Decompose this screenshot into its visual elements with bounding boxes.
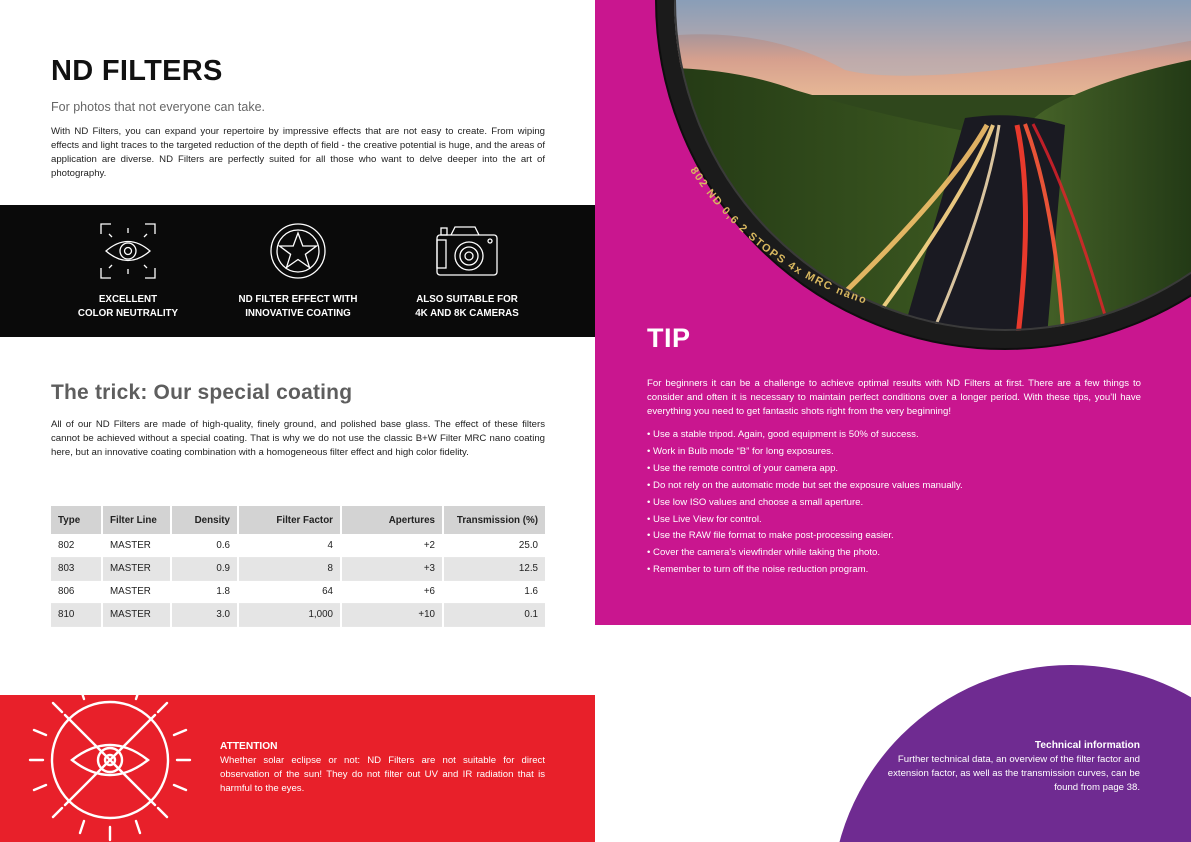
list-item: • Cover the camera’s viewfinder while taking the photo.	[647, 545, 1141, 562]
list-item: • Work in Bulb mode “B” for long exposures.	[647, 444, 1141, 461]
table-row	[51, 557, 545, 580]
table-cell: 12.5	[443, 557, 545, 580]
table-cell: MASTER	[102, 557, 171, 580]
table-header-row	[51, 506, 545, 534]
table-cell: 0.9	[171, 557, 238, 580]
list-item: • Remember to turn off the noise reduction program.	[647, 562, 1141, 579]
table-cell: MASTER	[102, 580, 171, 603]
table-row	[51, 603, 545, 626]
table-row	[51, 534, 545, 557]
tip-paragraph: For beginners it can be a challenge to achieve optimal results with ND Filters at first. There are a few things to consider and often it is necessary to maintain perfect conditions over a longer period. With these tips, you’ll have everything you need to get fantastic shots right from the very beginning!	[647, 378, 1141, 417]
eye-focus-icon	[99, 222, 157, 280]
trick-paragraph: All of our ND Filters are made of high-quality, finely ground, and polished base glass. The effect of these filters cannot be achieved without a special coating. That is why we do not use the classic B+W Filter MRC nano coating here, but an innovative coating combination with a homogeneous filter effect and high color fidelity.	[51, 419, 545, 458]
table-cell: 0.6	[171, 534, 238, 557]
table-cell: +10	[341, 603, 443, 626]
table-cell: +6	[341, 580, 443, 603]
column-header: Density	[171, 506, 238, 534]
page-subtitle: For photos that not everyone can take.	[51, 100, 266, 114]
list-item: • Use low ISO values and choose a small aperture.	[647, 495, 1141, 512]
list-item: • Do not rely on the automatic mode but set the exposure values manually.	[647, 478, 1141, 495]
table-row	[51, 580, 545, 603]
column-header: Type	[51, 506, 102, 534]
attention-title: ATTENTION	[220, 741, 278, 752]
filter-table	[51, 506, 545, 627]
feature-label: ND FILTER EFFECT WITH INNOVATIVE COATING	[238, 294, 358, 319]
feature-4k-8k	[387, 205, 547, 337]
table-cell: 3.0	[171, 603, 238, 626]
table-cell: 8	[238, 557, 341, 580]
section-heading: The trick: Our special coating	[51, 381, 353, 404]
technical-paragraph: Further technical data, an overview of the filter factor and extension factor, as well as the transmission curves, can be found from page 38.	[887, 754, 1140, 793]
table-cell: 4	[238, 534, 341, 557]
feature-strip	[0, 205, 595, 337]
star-circle-icon	[269, 222, 327, 280]
feature-label: ALSO SUITABLE FOR 4K AND 8K CAMERAS	[415, 294, 519, 319]
attention-paragraph: Whether solar eclipse or not: ND Filters are not suitable for direct observation of the sun! They do not filter out UV and IR radiation that is harmful to the eyes.	[220, 755, 545, 794]
sun-crossed-eye-icon	[20, 695, 200, 842]
table-cell: MASTER	[102, 534, 171, 557]
table-cell: 806	[51, 580, 102, 603]
table-cell: MASTER	[102, 603, 171, 626]
column-header: Filter Factor	[238, 506, 341, 534]
camera-icon	[435, 222, 499, 280]
column-header: Transmission (%)	[443, 506, 545, 534]
table-cell: 803	[51, 557, 102, 580]
table-cell: 1.6	[443, 580, 545, 603]
tip-title: TIP	[647, 323, 691, 353]
list-item: • Use a stable tripod. Again, good equipment is 50% of success.	[647, 427, 1141, 444]
table-cell: 810	[51, 603, 102, 626]
list-item: • Use the remote control of your camera app.	[647, 461, 1141, 478]
list-item: • Use Live View for control.	[647, 512, 1141, 529]
feature-color-neutrality	[48, 205, 208, 337]
tip-list	[647, 427, 1141, 579]
column-header: Filter Line	[102, 506, 171, 534]
table-cell: 0.1	[443, 603, 545, 626]
table-cell: 802	[51, 534, 102, 557]
list-item: • Use the RAW file format to make post-processing easier.	[647, 528, 1141, 545]
page-title: ND FILTERS	[51, 55, 223, 87]
column-header: Apertures	[341, 506, 443, 534]
table-cell: 1.8	[171, 580, 238, 603]
table-cell: 64	[238, 580, 341, 603]
intro-paragraph: With ND Filters, you can expand your repertoire by impressive effects that are not easy to create. From wiping effects and light traces to the targeted reduction of the depth of field - the creative potential is huge, and the areas of application are diverse. ND Filters are perfectly suited for all those who want to delve deeper into the art of photography.	[51, 126, 545, 179]
table-cell: 25.0	[443, 534, 545, 557]
table-cell: +3	[341, 557, 443, 580]
feature-label: EXCELLENT COLOR NEUTRALITY	[77, 294, 179, 319]
table-cell: +2	[341, 534, 443, 557]
filter-ring-label: 802 ND 0,6 2 STOPS 4x MRC nano	[687, 165, 869, 307]
feature-innovative-coating	[218, 205, 378, 337]
attention-panel	[0, 695, 595, 842]
table-cell: 1,000	[238, 603, 341, 626]
technical-title: Technical information	[1034, 740, 1140, 751]
